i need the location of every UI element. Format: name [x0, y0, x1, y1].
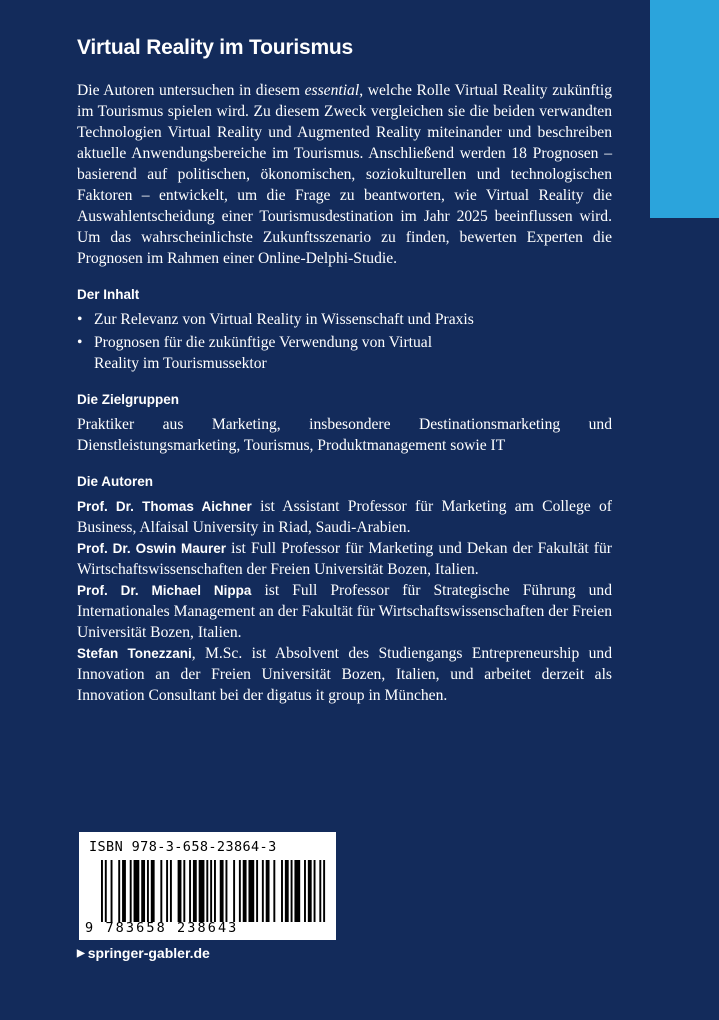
- bullet-icon: •: [77, 311, 83, 328]
- intro-text-start: Die Autoren untersuchen in diesem: [77, 82, 305, 99]
- barcode-bar: [314, 860, 316, 922]
- back-cover-content: [77, 34, 612, 706]
- barcode-bar: [130, 860, 132, 922]
- contents-heading: Der Inhalt: [77, 287, 140, 302]
- barcode-bar: [243, 860, 247, 922]
- bullet-icon: •: [77, 334, 83, 351]
- author-bio: ist Assistant Professor für Marketing am College of Business, Alfaisal University in Riad, Saudi-Arabien.: [77, 498, 612, 536]
- barcode-bar: [151, 860, 155, 922]
- arrow-right-icon: ▶: [77, 947, 85, 959]
- barcode-bar: [285, 860, 289, 922]
- isbn-label: ISBN 978-3-658-23864-3: [89, 839, 277, 855]
- barcode-bar: [183, 860, 185, 922]
- barcode-bar: [141, 860, 145, 922]
- barcode-bar: [105, 860, 107, 922]
- list-item: [77, 309, 612, 330]
- author-entry: [77, 580, 612, 643]
- website-text: springer-gabler.de: [87, 945, 210, 961]
- barcode-bar: [225, 860, 227, 922]
- barcode-bar: [304, 860, 306, 922]
- book-title: Virtual Reality im Tourismus: [77, 36, 354, 59]
- barcode-bar: [266, 860, 270, 922]
- author-name: Prof. Dr. Oswin Maurer: [77, 541, 227, 556]
- barcode-bar: [206, 860, 208, 922]
- barcode-bar: [248, 860, 254, 922]
- barcode-bar: [256, 860, 258, 922]
- barcode-bar: [239, 860, 241, 922]
- barcode-bar: [134, 860, 140, 922]
- list-item-text: Zur Relevanz von Virtual Reality in Wissenschaft und Praxis: [94, 311, 474, 328]
- list-item: [77, 332, 612, 374]
- audience-text: Praktiker aus Marketing, insbesondere Destinationsmarketing und Dienstleistungsmarketing, Tourismus, Produktmanagement sowie IT: [77, 416, 612, 454]
- barcode-bar: [118, 860, 120, 922]
- accent-bar: [650, 0, 719, 218]
- intro-text-end: , welche Rolle Virtual Reality zukünftig im Tourismus spielen wird. Zu diesem Zweck vergleichen sie die beiden verwandten Technologien Virtual Reality und Augmented Reality miteinander und beschreiben aktuelle Anwendungsbereiche im Tourismus. Anschließend werden 18 Prognosen – basierend auf politischen, ökonomischen, soziokulturellen und technologischen Faktoren – entwickelt, um die Frage zu beantworten, wie Virtual Reality die Auswahlentscheidung einer Tourismusdestination im Jahr 2025 beeinflussen wird. Um das wahrscheinlichste Zukunftsszenario zu finden, bewerten Experten die Prognosen im Rahmen einer Online-Delphi-Studie.: [77, 82, 612, 267]
- barcode-bar: [323, 860, 325, 922]
- author-entry: [77, 643, 612, 706]
- author-bio: ist Full Professor für Strategische Führung und Internationales Management an der Fakultät für Wirtschaftswissenschaften der Freien Universität Bozen, Italien.: [77, 582, 613, 641]
- barcode-bar: [199, 860, 205, 922]
- barcode-bar: [166, 860, 168, 922]
- author-name: Stefan Tonezzani: [77, 646, 192, 661]
- barcode-icon: [101, 860, 327, 922]
- authors-list: [77, 496, 612, 706]
- barcode-bar: [214, 860, 216, 922]
- barcode-bar: [233, 860, 235, 922]
- barcode-bar: [170, 860, 172, 922]
- barcode-bar: [308, 860, 312, 922]
- intro-emphasis: essential: [304, 82, 360, 99]
- barcode-bar: [210, 860, 212, 922]
- publisher-website[interactable]: [77, 945, 210, 961]
- barcode-bar: [111, 860, 113, 922]
- barcode-bar: [160, 860, 162, 922]
- barcode-digits: 9 783658 238643: [85, 920, 239, 936]
- barcode-bar: [178, 860, 182, 922]
- barcode-bar: [189, 860, 191, 922]
- audience-heading: Die Zielgruppen: [77, 392, 180, 407]
- author-entry: [77, 538, 612, 580]
- author-bio: ist Full Professor für Marketing und Dekan der Fakultät für Wirtschaftswissenschaften der Freien Universität Bozen, Italien.: [77, 540, 612, 578]
- barcode-bar: [147, 860, 149, 922]
- barcode-bar: [294, 860, 300, 922]
- barcode-bar: [291, 860, 293, 922]
- barcode-bar: [273, 860, 275, 922]
- barcode-bar: [122, 860, 126, 922]
- barcode-bar: [281, 860, 283, 922]
- author-entry: [77, 496, 612, 538]
- list-item-text: Prognosen für die zukünftige Verwendung von Virtual Reality im Tourismussektor: [94, 334, 433, 372]
- author-name: Prof. Dr. Michael Nippa: [77, 583, 252, 598]
- intro-paragraph: [77, 80, 612, 269]
- barcode-bar: [220, 860, 224, 922]
- barcode-bar: [262, 860, 264, 922]
- authors-heading: Die Autoren: [77, 474, 154, 489]
- barcode-bar: [319, 860, 321, 922]
- author-bio: , M.Sc. ist Absolvent des Studiengangs Entrepreneurship und Innovation an der Freien Universität Bozen, Italien, und arbeitet derzeit als Innovation Consultant bei der digatus it group in München.: [77, 645, 612, 704]
- contents-list: [77, 309, 612, 374]
- barcode-bar: [101, 860, 103, 922]
- isbn-barcode-box: [79, 832, 336, 940]
- author-name: Prof. Dr. Thomas Aichner: [77, 499, 252, 514]
- barcode-bar: [193, 860, 197, 922]
